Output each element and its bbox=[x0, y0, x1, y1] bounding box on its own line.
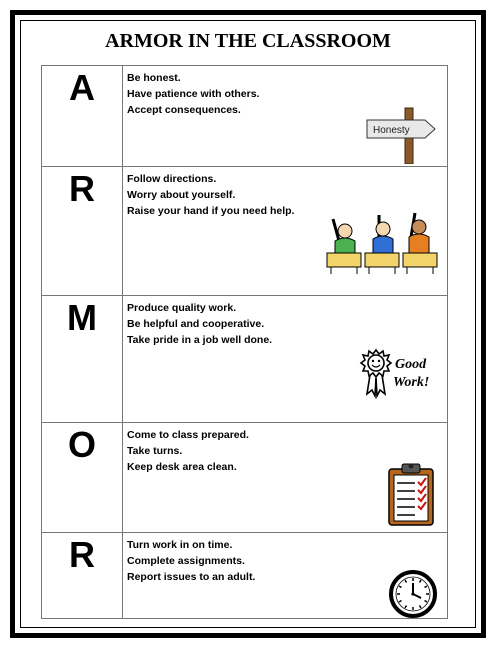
table-row bbox=[42, 66, 448, 167]
armor-table bbox=[41, 65, 448, 619]
acronym-letter: R bbox=[69, 168, 95, 209]
rules-cell bbox=[123, 423, 448, 533]
rule-item: Worry about yourself. bbox=[127, 189, 236, 201]
table-row bbox=[42, 167, 448, 296]
acronym-letter: R bbox=[69, 534, 95, 575]
letter-cell bbox=[42, 167, 123, 296]
rule-item: Be honest. bbox=[127, 72, 181, 84]
rule-item: Be helpful and cooperative. bbox=[127, 318, 265, 330]
letter-cell bbox=[42, 533, 123, 619]
raised-hands-students-icon bbox=[323, 207, 443, 275]
table-row bbox=[42, 533, 448, 619]
rule-item: Raise your hand if you need help. bbox=[127, 205, 295, 217]
badge-text-line1: Good bbox=[395, 357, 427, 372]
rules-cell bbox=[123, 296, 448, 423]
rule-item: Have patience with others. bbox=[127, 88, 260, 100]
checklist-clipboard-icon bbox=[385, 461, 437, 527]
honesty-signpost-icon bbox=[363, 106, 443, 164]
letter-cell bbox=[42, 423, 123, 533]
rule-item: Keep desk area clean. bbox=[127, 461, 237, 473]
rule-item: Follow directions. bbox=[127, 173, 217, 185]
badge-text-line2: Work! bbox=[393, 375, 430, 390]
acronym-letter: A bbox=[69, 67, 95, 108]
acronym-letter: O bbox=[67, 424, 96, 465]
sign-text: Honesty bbox=[373, 125, 410, 136]
acronym-letter: M bbox=[67, 297, 97, 338]
rule-item: Take pride in a job well done. bbox=[127, 334, 273, 346]
good-work-badge-icon bbox=[351, 348, 441, 412]
rule-item: Come to class prepared. bbox=[127, 429, 249, 441]
table-row bbox=[42, 423, 448, 533]
letter-cell bbox=[42, 296, 123, 423]
table-row bbox=[42, 296, 448, 423]
rules-list bbox=[127, 300, 447, 348]
rule-item: Produce quality work. bbox=[127, 302, 237, 314]
rule-item: Turn work in on time. bbox=[127, 539, 233, 551]
page-title: ARMOR IN THE CLASSROOM bbox=[105, 30, 391, 52]
rule-item: Accept consequences. bbox=[127, 104, 241, 116]
rules-cell bbox=[123, 66, 448, 167]
rules-cell bbox=[123, 167, 448, 296]
rules-cell bbox=[123, 533, 448, 619]
rule-item: Take turns. bbox=[127, 445, 183, 457]
wall-clock-icon bbox=[389, 569, 437, 619]
rule-item: Report issues to an adult. bbox=[127, 571, 256, 583]
letter-cell bbox=[42, 66, 123, 167]
rule-item: Complete assignments. bbox=[127, 555, 245, 567]
